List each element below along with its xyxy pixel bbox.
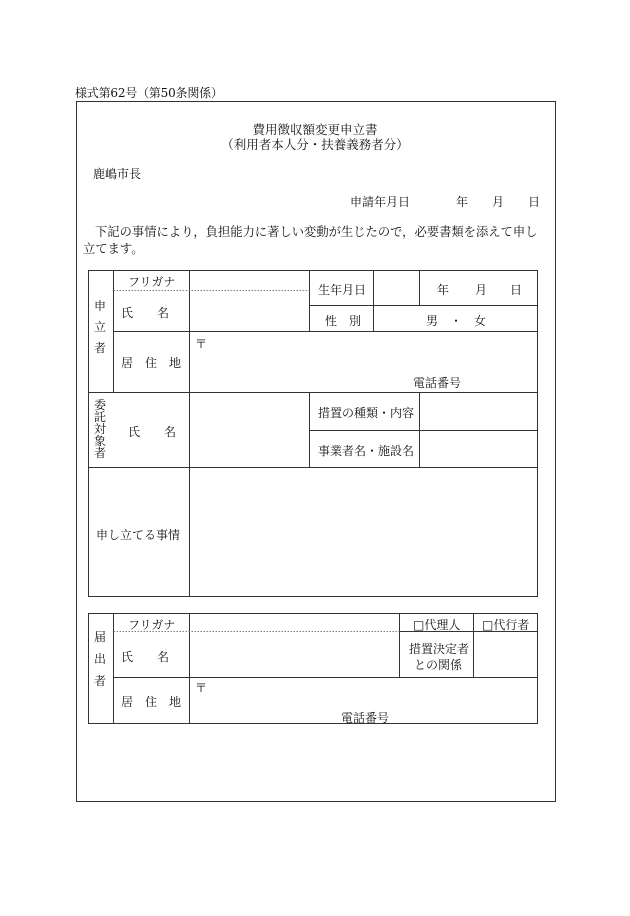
notifier-section-label: 届 出 者 [94, 630, 107, 688]
birth-month: 月 [475, 283, 488, 297]
applicant-furigana-label: フリガナ [128, 275, 176, 289]
applicant-address-label: 居 住 地 [121, 356, 182, 370]
sex-label: 性 別 [325, 314, 362, 328]
form-caption: 様式第62号（第50条関係） [75, 86, 223, 100]
application-date-day: 日 [528, 195, 541, 209]
applicant-phone-label: 電話番号 [413, 376, 462, 390]
measure-type-label: 措置の種類・内容 [318, 406, 415, 420]
application-date-label: 申請年月日 [350, 195, 411, 209]
form-title: 費用徴収額変更申立書 [252, 122, 378, 137]
applicant-name-label: 氏 名 [121, 306, 170, 320]
addressee: 鹿嶋市長 [93, 167, 142, 181]
form-subtitle: （利用者本人分・扶養義務者分） [221, 137, 409, 152]
notifier-postal-mark: 〒 [195, 681, 208, 695]
application-date-month: 月 [492, 195, 505, 209]
applicant-postal-mark: 〒 [195, 337, 208, 351]
birth-day: 日 [510, 283, 523, 297]
relation-label-line1: 措置決定者 [409, 642, 470, 656]
entrusted-name-label: 氏 名 [128, 425, 177, 439]
relation-label-line2: との関係 [414, 658, 463, 672]
notifier-furigana-label: フリガナ [128, 618, 176, 632]
facility-name-label: 事業者名・施設名 [318, 444, 415, 458]
birth-year: 年 [437, 283, 450, 297]
notifier-name-label: 氏 名 [121, 650, 170, 664]
statement-text: 下記の事情により，負担能力に著しい変動が生じたので，必要書類を添えて申し立てます。 [83, 225, 538, 256]
circumstances-label: 申し立てる事情 [96, 528, 181, 542]
entrusted-section-label: 委 託 対 象 者 [94, 398, 107, 460]
birthdate-label: 生年月日 [318, 283, 367, 297]
proxy-checkbox-option[interactable]: □代行者 [482, 618, 530, 632]
notifier-phone-label: 電話番号 [341, 711, 390, 725]
agent-checkbox-option[interactable]: □代理人 [413, 618, 461, 632]
application-date-year: 年 [456, 195, 469, 209]
notifier-address-label: 居 住 地 [121, 695, 182, 709]
sex-options: 男 ・ 女 [426, 314, 487, 328]
applicant-section-label: 申 立 者 [94, 299, 107, 355]
